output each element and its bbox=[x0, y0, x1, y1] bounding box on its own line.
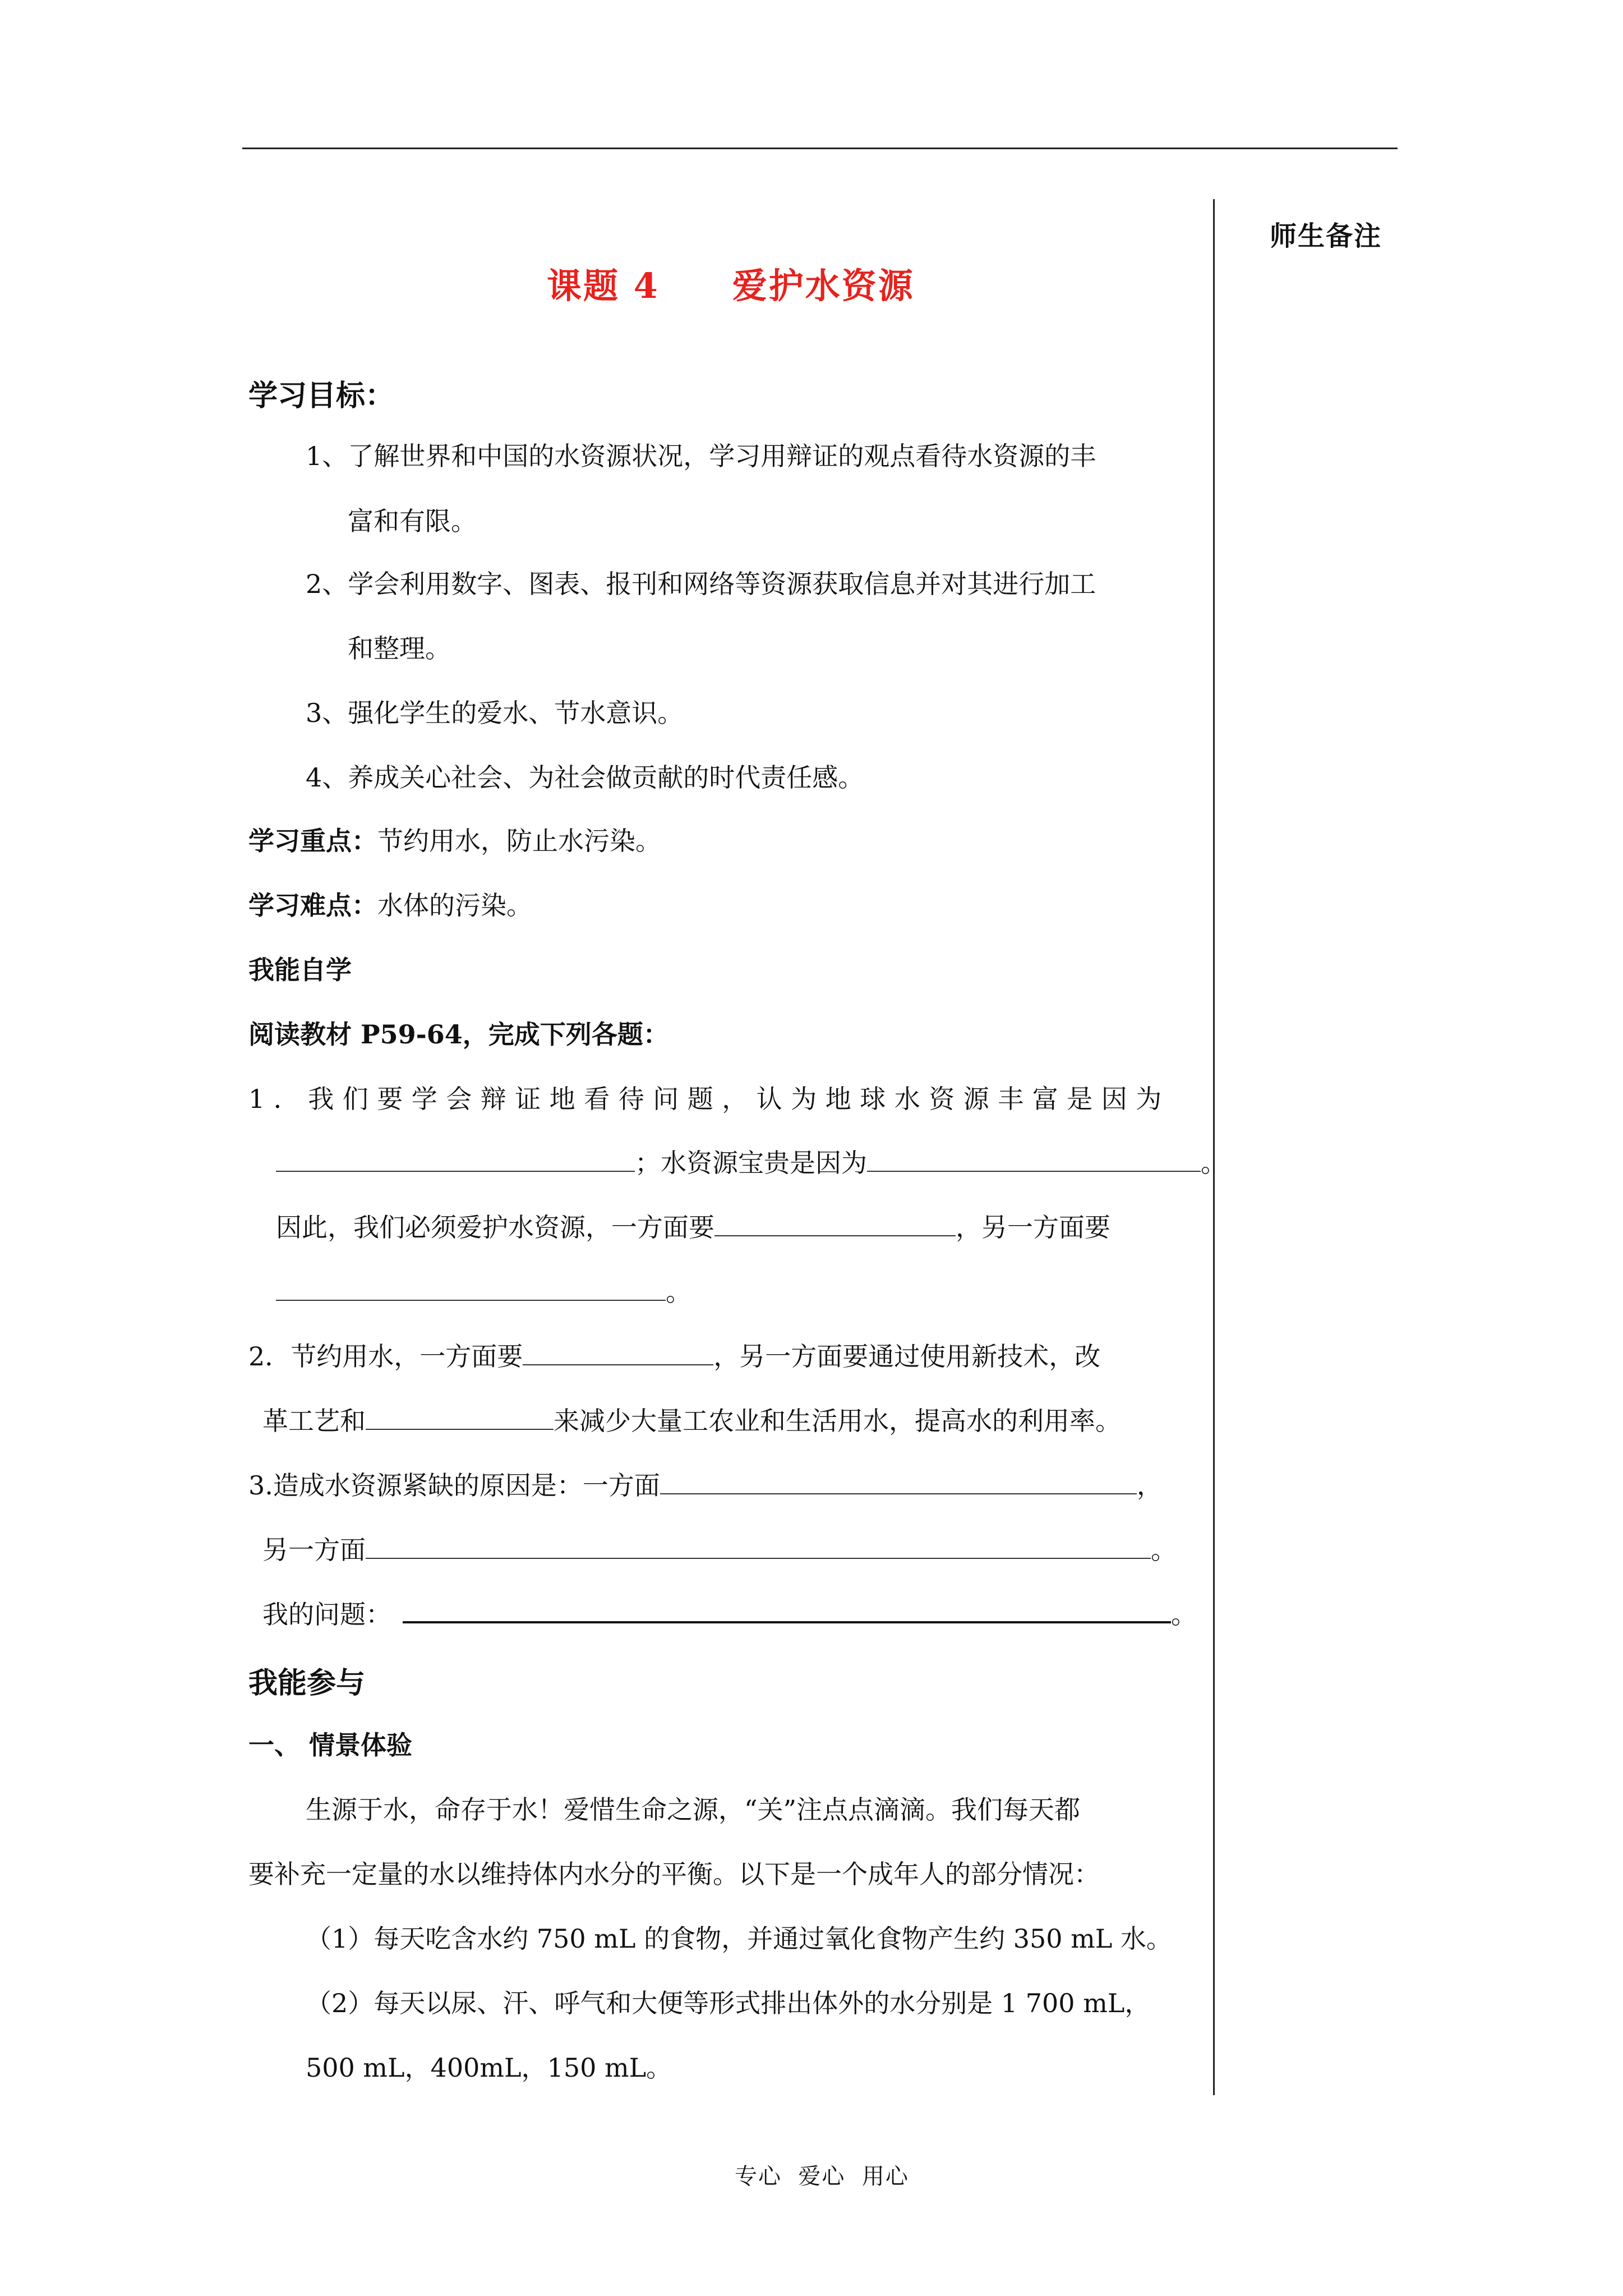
scenario-heading: 一、 情景体验 bbox=[248, 1730, 413, 1760]
objective-3: 3、强化学生的爱水、节水意识。 bbox=[306, 698, 684, 728]
question-2-line-1 bbox=[248, 1336, 1100, 1373]
question-1-text: 。 bbox=[666, 1277, 691, 1307]
objective-2-line-2: 和整理。 bbox=[348, 633, 451, 664]
key-point-label: 学习重点： bbox=[248, 826, 377, 856]
question-3-text: ， bbox=[1136, 1470, 1163, 1501]
answer-blank[interactable] bbox=[660, 1471, 1137, 1494]
difficulty-text: 水体的污染。 bbox=[377, 890, 532, 921]
scenario-item-2-line-2: 500 mL，400mL，150 mL。 bbox=[306, 2053, 672, 2083]
question-2-text: 2．节约用水，一方面要 bbox=[248, 1341, 523, 1372]
question-2-text: ，另一方面要通过使用新技术，改 bbox=[713, 1341, 1101, 1372]
scenario-item-1: （1）每天吃含水约 750 mL 的食物，并通过氧化食物产生约 350 mL 水。 bbox=[306, 1924, 1172, 1954]
question-1-line-1: 1．我们要学会辩证地看待问题，认为地球水资源丰富是因为 bbox=[248, 1084, 1170, 1114]
difficulty-label: 学习难点： bbox=[248, 890, 377, 921]
answer-blank[interactable] bbox=[366, 1406, 554, 1430]
key-point-text: 节约用水，防止水污染。 bbox=[377, 826, 661, 856]
question-3-text: 另一方面 bbox=[262, 1535, 366, 1565]
self-study-instruction: 阅读教材 P59-64，完成下列各题： bbox=[248, 1019, 669, 1050]
scenario-paragraph-line-1: 生源于水，命存于水！爱惜生命之源，“关”注点点滴滴。我们每天都 bbox=[306, 1795, 1081, 1825]
objective-1-line-2: 富和有限。 bbox=[348, 506, 477, 536]
question-3-line-2 bbox=[262, 1530, 1177, 1567]
page-footer: 专心 爱心 用心 bbox=[735, 2164, 909, 2189]
answer-blank[interactable] bbox=[276, 1277, 666, 1301]
difficulty bbox=[248, 885, 532, 922]
objective-2-line-1: 2、学会利用数字、图表、报刊和网络等资源获取信息并对其进行加工 bbox=[306, 569, 1096, 599]
question-1-line-3 bbox=[276, 1207, 1110, 1244]
question-1-line-4 bbox=[276, 1272, 691, 1309]
objective-4: 4、养成关心社会、为社会做贡献的时代责任感。 bbox=[306, 762, 864, 793]
objective-1-line-1: 1、了解世界和中国的水资源状况，学习用辩证的观点看待水资源的丰 bbox=[306, 441, 1096, 471]
question-3-text: 3.造成水资源紧缺的原因是：一方面 bbox=[248, 1470, 660, 1501]
question-1-text: ，另一方面要 bbox=[956, 1212, 1110, 1243]
question-2-line-2 bbox=[262, 1401, 1121, 1438]
answer-blank[interactable] bbox=[714, 1213, 956, 1236]
participate-heading: 我能参与 bbox=[248, 1666, 366, 1700]
self-study-heading: 我能自学 bbox=[248, 955, 352, 985]
answer-blank[interactable] bbox=[276, 1148, 635, 1172]
scenario-item-2-line-1: （2）每天以尿、汗、呼气和大便等形式排出体外的水分别是 1 700 mL， bbox=[306, 1988, 1151, 2018]
answer-blank[interactable] bbox=[867, 1148, 1201, 1172]
question-1-text: ；水资源宝贵是因为 bbox=[635, 1148, 867, 1178]
my-question-line bbox=[262, 1594, 1197, 1631]
my-question-label: 我的问题： bbox=[262, 1599, 391, 1630]
answer-blank[interactable] bbox=[366, 1535, 1151, 1559]
key-point bbox=[248, 821, 661, 858]
question-2-text: 革工艺和 bbox=[262, 1406, 366, 1436]
question-1-text: 。 bbox=[1201, 1148, 1227, 1178]
question-2-text: 来减少大量工农业和生活用水，提高水的利用率。 bbox=[554, 1406, 1121, 1436]
lesson-title: 课题 4 爱护水资源 bbox=[547, 265, 915, 306]
my-question-blank[interactable] bbox=[403, 1599, 1171, 1623]
scenario-paragraph-line-2: 要补充一定量的水以维持体内水分的平衡。以下是一个成年人的部分情况： bbox=[248, 1859, 1100, 1889]
question-3-line-1 bbox=[248, 1465, 1163, 1502]
header-rule bbox=[242, 148, 1398, 149]
objectives-heading: 学习目标： bbox=[248, 379, 395, 413]
notes-column-heading: 师生备注 bbox=[1270, 220, 1382, 252]
question-1-line-2 bbox=[276, 1143, 1227, 1180]
my-question-text: 。 bbox=[1171, 1599, 1197, 1630]
answer-blank[interactable] bbox=[523, 1342, 713, 1365]
question-1-text: 因此，我们必须爱护水资源，一方面要 bbox=[276, 1212, 714, 1243]
question-3-text: 。 bbox=[1151, 1535, 1177, 1565]
